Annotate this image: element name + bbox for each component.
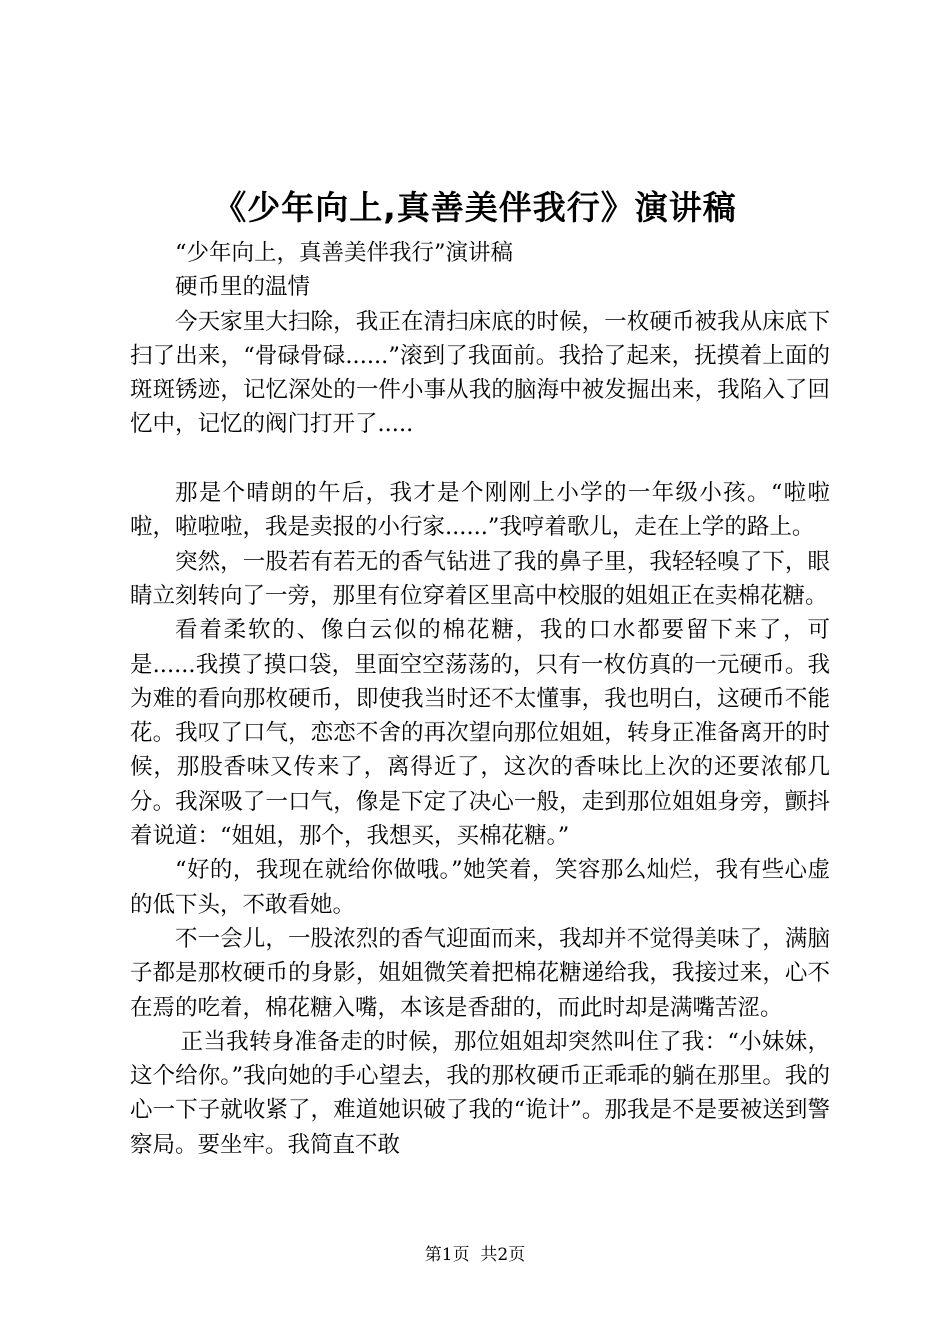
speech-subtitle: “少年向上，真善美伴我行”演讲稿 <box>175 240 514 266</box>
body-paragraph: 那是个晴朗的午后，我才是个刚刚上小学的一年级小孩。“啦啦啦，啦啦啦，我是卖报的小行家......”我哼着歌儿，走在上学的路上。 <box>130 480 830 541</box>
body-paragraph: 正当我转身准备走的时候，那位姐姐却突然叫住了我：“小妹妹，这个给你。”我向她的手心望去，我的那枚硬币正乖乖的躺在那里。我的心一下子就收紧了，难道她识破了我的“诡计”。那我是不是要被送到警察局。要坐牢。我简直不敢 <box>130 1028 830 1158</box>
body-paragraph: 不一会儿，一股浓烈的香气迎面而来，我却并不觉得美味了，满脑子都是那枚硬币的身影，姐姐微笑着把棉花糖递给我，我接过来，心不在焉的吃着，棉花糖入嘴，本该是香甜的，而此时却是满嘴苦涩。 <box>130 925 830 1021</box>
body-paragraph: “好的，我现在就给你做哦。”她笑着，笑容那么灿烂，我有些心虚的低下头，不敢看她。 <box>130 857 830 918</box>
body-paragraph: 看着柔软的、像白云似的棉花糖，我的口水都要留下来了，可是......我摸了摸口袋，里面空空荡荡的，只有一枚仿真的一元硬币。我为难的看向那枚硬币，即使我当时还不太懂事，我也明白，这硬币不能花。我叹了口气，恋恋不舍的再次望向那位姐姐，转身正准备离开的时候，那股香味又传来了，离得近了，这次的香味比上次的还要浓郁几分。我深吸了一口气，像是下定了决心一般，走到那位姐姐身旁，颤抖着说道：“姐姐，那个，我想买，买棉花糖。” <box>130 617 830 850</box>
document-body <box>130 236 830 1162</box>
page-number-label: 第1页 共2页 <box>424 1245 526 1265</box>
body-paragraph: 突然，一股若有若无的香气钻进了我的鼻子里，我轻轻嗅了下，眼睛立刻转向了一旁，那里有位穿着区里高中校服的姐姐正在卖棉花糖。 <box>130 548 830 609</box>
document-title: 《少年向上,真善美伴我行》演讲稿 <box>213 188 737 227</box>
essay-title: 硬币里的温情 <box>175 274 311 301</box>
page-footer <box>0 1243 950 1267</box>
body-paragraph: 今天家里大扫除，我正在清扫床底的时候，一枚硬币被我从床底下扫了出来，“骨碌骨碌......”滚到了我面前。我拾了起来，抚摸着上面的斑斑锈迹，记忆深处的一件小事从我的脑海中被发掘出来，我陷入了回忆中，记忆的阀门打开了..... <box>130 308 830 438</box>
